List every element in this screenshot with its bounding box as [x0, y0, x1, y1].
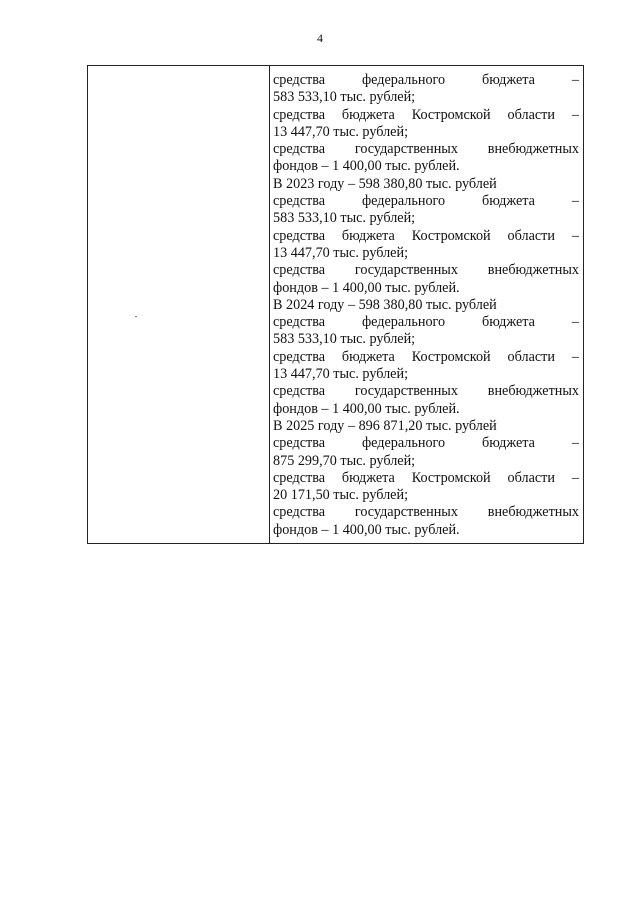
federal-budget-amount: 583 533,10 тыс. рублей; [273, 89, 416, 106]
scan-speck [135, 316, 137, 317]
offbudget-funds-line: средства государственных внебюджетных [273, 383, 579, 400]
offbudget-funds-line: средства государственных внебюджетных [273, 504, 579, 521]
federal-budget-line: средства федерального бюджета – [273, 193, 579, 210]
federal-budget-line: средства федерального бюджета – [273, 435, 579, 452]
funding-table [87, 65, 584, 544]
regional-budget-line: средства бюджета Костромской области – [273, 348, 579, 365]
offbudget-funds-line: средства государственных внебюджетных [273, 141, 579, 158]
regional-budget-amount: 20 171,50 тыс. рублей; [273, 487, 409, 504]
offbudget-funds-amount: фондов – 1 400,00 тыс. рублей. [273, 521, 460, 538]
offbudget-funds-amount: фондов – 1 400,00 тыс. рублей. [273, 158, 460, 175]
year-heading: В 2024 году – 598 380,80 тыс. рублей [273, 296, 497, 313]
federal-budget-line: средства федерального бюджета – [273, 314, 579, 331]
regional-budget-line: средства бюджета Костромской области – [273, 227, 579, 244]
year-heading: В 2025 году – 896 871,20 тыс. рублей [273, 417, 497, 434]
federal-budget-line: средства федерального бюджета – [273, 72, 579, 88]
federal-budget-amount: 583 533,10 тыс. рублей; [273, 331, 416, 348]
offbudget-funds-amount: фондов – 1 400,00 тыс. рублей. [273, 400, 460, 417]
year-heading: В 2023 году – 598 380,80 тыс. рублей [273, 175, 497, 192]
page-number: 4 [317, 31, 323, 45]
regional-budget-line: средства бюджета Костромской области – [273, 469, 579, 486]
offbudget-funds-line: средства государственных внебюджетных [273, 262, 579, 279]
regional-budget-line: средства бюджета Костромской области – [273, 106, 579, 123]
regional-budget-amount: 13 447,70 тыс. рублей; [273, 244, 409, 261]
offbudget-funds-amount: фондов – 1 400,00 тыс. рублей. [273, 279, 460, 296]
federal-budget-amount: 583 533,10 тыс. рублей; [273, 210, 416, 227]
regional-budget-amount: 13 447,70 тыс. рублей; [273, 123, 409, 140]
federal-budget-amount: 875 299,70 тыс. рублей; [273, 452, 416, 469]
table-label-cell [88, 66, 270, 543]
table-content-cell [270, 66, 583, 543]
regional-budget-amount: 13 447,70 тыс. рублей; [273, 366, 409, 383]
